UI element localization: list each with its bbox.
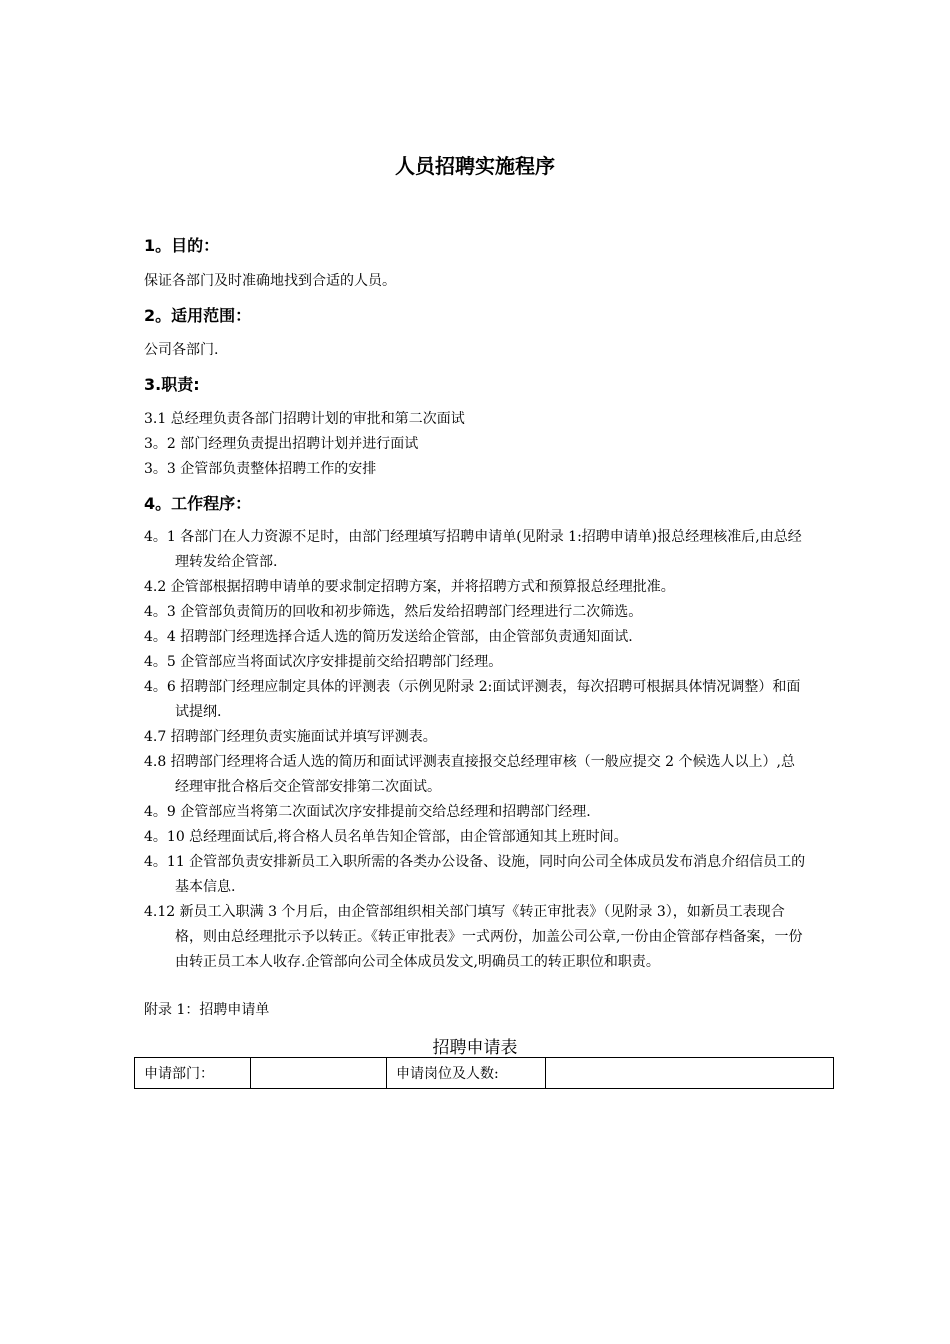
- procedure-item: 4。1 各部门在人力资源不足时，由部门经理填写招聘申请单(见附录 1:招聘申请单)报总经理核准后,由总经理转发给企管部.: [144, 529, 802, 570]
- position-count-label: 申请岗位及人数:: [387, 1058, 546, 1089]
- procedure-item: 4。11 企管部负责安排新员工入职所需的各类办公设备、设施，同时向公司全体成员发布消息介绍信员工的基本信息.: [144, 854, 806, 895]
- procedure-item: 4。3 企管部负责简历的回收和初步筛选，然后发给招聘部门经理进行二次筛选。: [144, 604, 643, 620]
- procedure-item: 4。10 总经理面试后,将合格人员名单告知企管部，由企管部通知其上班时间。: [144, 829, 628, 845]
- appendix-label: 附录 1：招聘申请单: [144, 1002, 270, 1018]
- procedure-item: 4。9 企管部应当将第二次面试次序安排提前交给总经理和招聘部门经理.: [144, 804, 591, 820]
- responsibility-item: 3。2 部门经理负责提出招聘计划并进行面试: [144, 436, 419, 452]
- table-row: [135, 1058, 834, 1089]
- procedure-item: 4.2 企管部根据招聘申请单的要求制定招聘方案，并将招聘方式和预算报总经理批准。: [144, 579, 675, 595]
- procedure-item: 4。5 企管部应当将面试次序安排提前交给招聘部门经理。: [144, 654, 503, 670]
- form-title: 招聘申请表: [432, 1038, 518, 1058]
- purpose-text: 保证各部门及时准确地找到合适的人员。: [144, 273, 396, 289]
- application-form-table: [134, 1057, 834, 1089]
- responsibility-item: 3。3 企管部负责整体招聘工作的安排: [144, 461, 377, 477]
- procedure-item: 4.8 招聘部门经理将合适人选的简历和面试评测表直接报交总经理审核（一般应提交 2 个候选人以上）,总经理审批合格后交企管部安排第二次面试。: [144, 754, 795, 795]
- section-heading-scope: 2。适用范围：: [144, 306, 252, 325]
- section-heading-responsibilities: 3.职责:: [144, 375, 200, 394]
- procedure-item: 4.12 新员工入职满 3 个月后，由企管部组织相关部门填写《转正审批表》（见附录 3），如新员工表现合格，则由总经理批示予以转正。《转正审批表》一式两份，加盖公司公章,一份由企管部存档备案，一份由转正员工本人收存.企管部向公司全体成员发文,明确员工的转正职位和职责。: [144, 904, 803, 970]
- responsibility-item: 3.1 总经理负责各部门招聘计划的审批和第二次面试: [144, 411, 465, 427]
- section-heading-procedure: 4。工作程序：: [144, 494, 252, 513]
- procedure-item: 4。6 招聘部门经理应制定具体的评测表（示例见附录 2:面试评测表，每次招聘可根据具体情况调整）和面试提纲.: [144, 679, 801, 720]
- position-count-value-cell[interactable]: [546, 1058, 834, 1089]
- section-heading-purpose: 1。目的：: [144, 236, 220, 255]
- procedure-item: 4。4 招聘部门经理选择合适人选的简历发送给企管部，由企管部负责通知面试.: [144, 629, 633, 645]
- procedure-item: 4.7 招聘部门经理负责实施面试并填写评测表。: [144, 729, 437, 745]
- department-label: 申请部门：: [135, 1058, 251, 1089]
- scope-text: 公司各部门.: [144, 342, 219, 358]
- document-title: 人员招聘实施程序: [395, 154, 555, 178]
- department-value-cell[interactable]: [251, 1058, 387, 1089]
